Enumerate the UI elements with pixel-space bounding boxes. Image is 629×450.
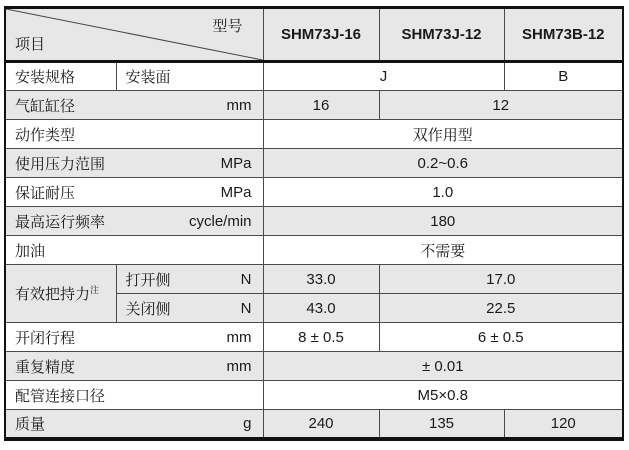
row-lubrication-label: 加油 xyxy=(5,236,263,265)
row-pressure-range-unit: MPa xyxy=(220,154,252,172)
cell-repeatability-value: ± 0.01 xyxy=(263,352,623,381)
header-model-label: 型号 xyxy=(212,18,243,35)
spec-table xyxy=(4,6,624,441)
row-proof-pressure-label xyxy=(5,178,263,207)
cell-mount-b: B xyxy=(504,62,623,91)
cell-mount-j: J xyxy=(263,62,504,91)
row-bore xyxy=(5,91,623,120)
row-grip-close-sublabel-text: 关闭侧 xyxy=(125,300,171,318)
column-header-shm73j-16: SHM73J-16 xyxy=(263,8,379,62)
row-lubrication xyxy=(5,236,623,265)
row-mass-label xyxy=(5,410,263,439)
row-repeatability-label xyxy=(5,352,263,381)
row-port-size xyxy=(5,381,623,410)
row-grip-force-label xyxy=(5,265,116,323)
cell-mass-120: 120 xyxy=(504,410,623,439)
row-grip-open xyxy=(5,265,623,294)
row-stroke-label xyxy=(5,323,263,352)
cell-grip-open-12: 17.0 xyxy=(379,265,623,294)
row-grip-open-unit: N xyxy=(240,270,252,288)
row-mass xyxy=(5,410,623,439)
cell-max-frequency-value: 180 xyxy=(263,207,623,236)
grip-force-note-sup: 注 xyxy=(90,285,100,295)
row-mass-unit: g xyxy=(243,414,252,432)
row-max-frequency-label-text: 最高运行频率 xyxy=(15,213,106,231)
row-max-frequency xyxy=(5,207,623,236)
row-proof-pressure xyxy=(5,178,623,207)
cell-grip-close-16: 43.0 xyxy=(263,294,379,323)
header-row xyxy=(5,8,623,62)
row-grip-open-sublabel-text: 打开侧 xyxy=(125,271,171,289)
row-pressure-range-label xyxy=(5,149,263,178)
row-port-size-label: 配管连接口径 xyxy=(5,381,263,410)
row-mount-label: 安装规格 xyxy=(5,62,116,91)
row-action-label: 动作类型 xyxy=(5,120,263,149)
cell-stroke-12: 6 ± 0.5 xyxy=(379,323,623,352)
cell-bore-16: 16 xyxy=(263,91,379,120)
cell-grip-open-16: 33.0 xyxy=(263,265,379,294)
cell-mass-135: 135 xyxy=(379,410,504,439)
row-grip-close-unit: N xyxy=(240,299,252,317)
header-corner-cell xyxy=(5,8,263,62)
row-action xyxy=(5,120,623,149)
row-bore-unit: mm xyxy=(226,96,252,114)
row-max-frequency-unit: cycle/min xyxy=(188,212,252,230)
row-proof-pressure-label-text: 保证耐压 xyxy=(15,184,76,202)
row-repeatability-label-text: 重复精度 xyxy=(15,358,76,376)
row-stroke-unit: mm xyxy=(226,328,252,346)
row-pressure-range xyxy=(5,149,623,178)
row-grip-open-sublabel xyxy=(116,265,263,294)
row-stroke xyxy=(5,323,623,352)
row-stroke-label-text: 开闭行程 xyxy=(15,329,76,347)
row-grip-close-sublabel xyxy=(116,294,263,323)
column-header-shm73b-12: SHM73B-12 xyxy=(504,8,623,62)
row-max-frequency-label xyxy=(5,207,263,236)
row-proof-pressure-unit: MPa xyxy=(220,183,252,201)
row-pressure-range-label-text: 使用压力范围 xyxy=(15,155,106,173)
cell-grip-close-12: 22.5 xyxy=(379,294,623,323)
row-repeatability xyxy=(5,352,623,381)
row-bore-label-text: 气缸缸径 xyxy=(15,97,76,115)
row-mount xyxy=(5,62,623,91)
row-mass-label-text: 质量 xyxy=(15,415,46,433)
cell-pressure-range-value: 0.2~0.6 xyxy=(263,149,623,178)
header-item-label: 项目 xyxy=(15,36,46,53)
cell-proof-pressure-value: 1.0 xyxy=(263,178,623,207)
cell-port-size-value: M5×0.8 xyxy=(263,381,623,410)
row-bore-label xyxy=(5,91,263,120)
row-repeatability-unit: mm xyxy=(226,357,252,375)
cell-bore-12: 12 xyxy=(379,91,623,120)
cell-action-value: 双作用型 xyxy=(263,120,623,149)
cell-stroke-16: 8 ± 0.5 xyxy=(263,323,379,352)
column-header-shm73j-12: SHM73J-12 xyxy=(379,8,504,62)
cell-lubrication-value: 不需要 xyxy=(263,236,623,265)
row-mount-sublabel: 安装面 xyxy=(116,62,263,91)
cell-mass-240: 240 xyxy=(263,410,379,439)
row-grip-force-label-text: 有效把持力 xyxy=(15,286,91,303)
